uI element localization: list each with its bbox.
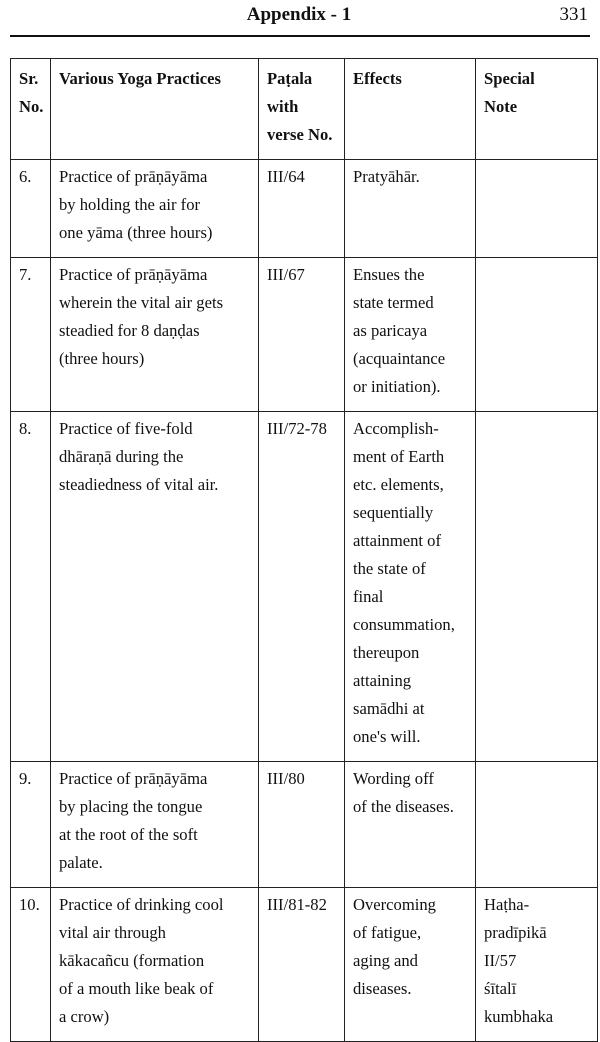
table-row: [11, 888, 598, 1042]
cell-special-note: Haṭha- pradīpikā II/57 śītalī kumbhaka: [476, 888, 598, 1042]
cell-effects: Pratyāhār.: [345, 160, 476, 258]
table-row: [11, 160, 598, 258]
cell-special-note: [476, 258, 598, 412]
table-header: [11, 59, 598, 160]
col-header-special-note: Special Note: [476, 59, 598, 160]
table-row: [11, 412, 598, 762]
cell-special-note: [476, 412, 598, 762]
running-head: [10, 2, 588, 30]
cell-patala: III/72-78: [259, 412, 345, 762]
header-row: [11, 59, 598, 160]
cell-patala: III/64: [259, 160, 345, 258]
cell-special-note: [476, 762, 598, 888]
cell-patala: III/67: [259, 258, 345, 412]
cell-practice: Practice of prāṇāyāma by holding the air for one yāma (three hours): [51, 160, 259, 258]
cell-effects: Overcoming of fatigue, aging and diseases.: [345, 888, 476, 1042]
page-number: 331: [559, 4, 588, 25]
col-header-sr-no: Sr. No.: [11, 59, 51, 160]
cell-sr-no: 6.: [11, 160, 51, 258]
cell-practice: Practice of drinking cool vital air through kākacañcu (formation of a mouth like beak of a crow): [51, 888, 259, 1042]
yoga-practices-table: [10, 58, 598, 1042]
cell-practice: Practice of five-fold dhāraṇā during the steadiedness of vital air.: [51, 412, 259, 762]
header-rule: [10, 35, 590, 37]
cell-sr-no: 9.: [11, 762, 51, 888]
col-header-yoga-practices: Various Yoga Practices: [51, 59, 259, 160]
cell-patala: III/81-82: [259, 888, 345, 1042]
table-body: [11, 160, 598, 1042]
cell-effects: Ensues the state termed as paricaya (acquaintance or initiation).: [345, 258, 476, 412]
cell-patala: III/80: [259, 762, 345, 888]
cell-practice: Practice of prāṇāyāma by placing the tongue at the root of the soft palate.: [51, 762, 259, 888]
cell-effects: Accomplish- ment of Earth etc. elements, sequentially attainment of the state of final consummation, thereupon attaining samādhi at one's will.: [345, 412, 476, 762]
cell-sr-no: 10.: [11, 888, 51, 1042]
table-row: [11, 258, 598, 412]
cell-special-note: [476, 160, 598, 258]
col-header-effects: Effects: [345, 59, 476, 160]
cell-sr-no: 8.: [11, 412, 51, 762]
table-row: [11, 762, 598, 888]
cell-practice: Practice of prāṇāyāma wherein the vital air gets steadied for 8 daṇḍas (three hours): [51, 258, 259, 412]
page-title: Appendix - 1: [246, 4, 352, 25]
cell-sr-no: 7.: [11, 258, 51, 412]
cell-effects: Wording off of the diseases.: [345, 762, 476, 888]
col-header-patala-verse: Paṭala with verse No.: [259, 59, 345, 160]
